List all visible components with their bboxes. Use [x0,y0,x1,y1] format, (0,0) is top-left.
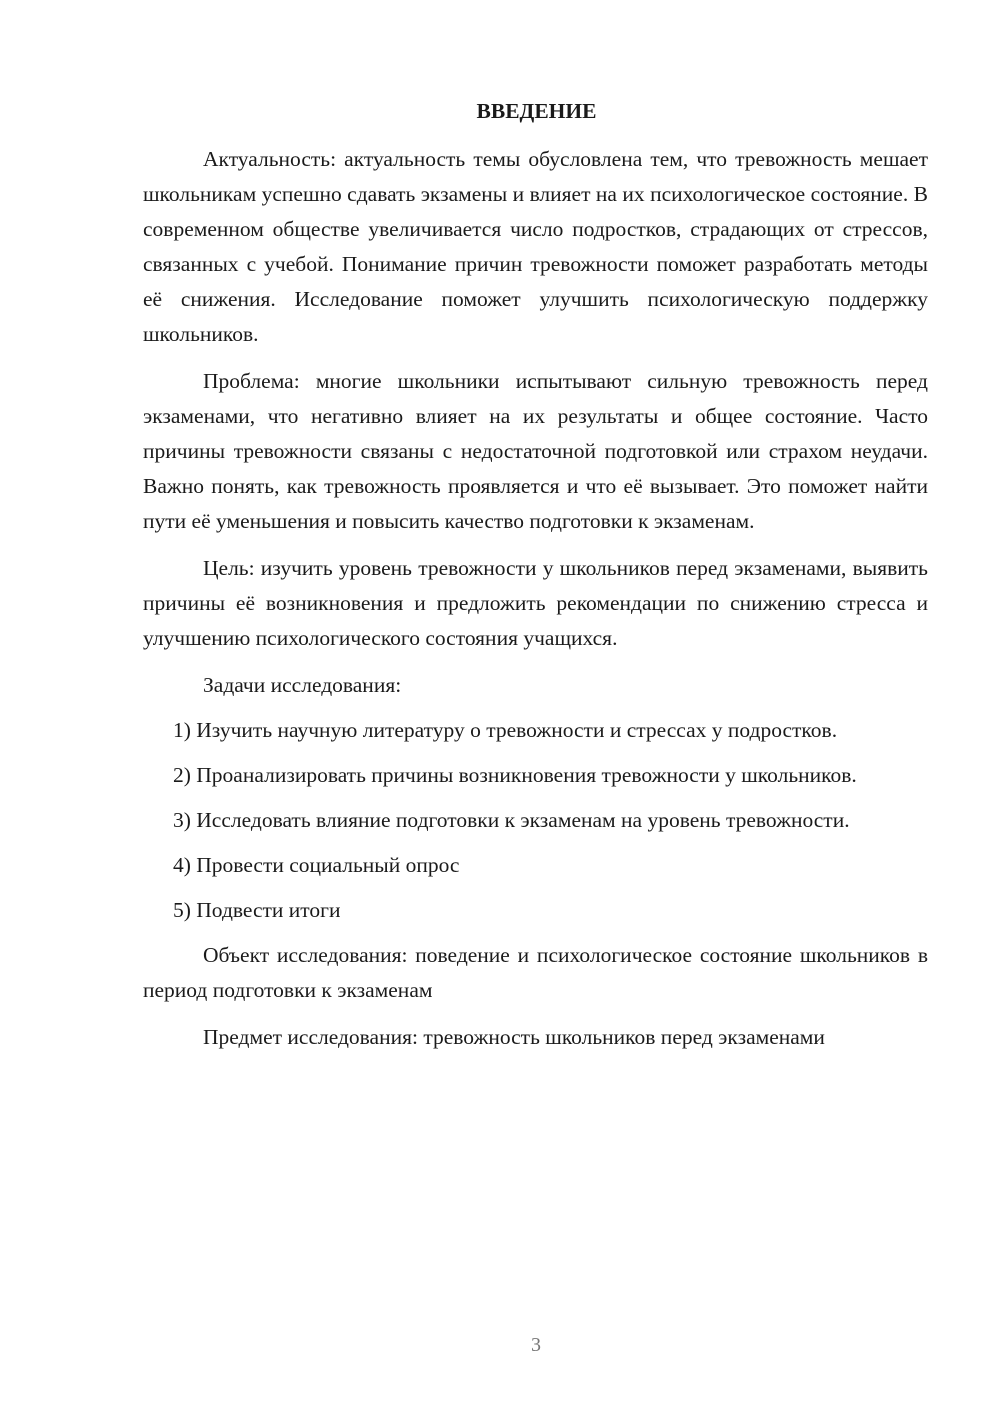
task-item: 5) Подвести итоги [173,898,341,922]
task-item: 2) Проанализировать причины возникновения тревожности у школьников. [173,763,857,787]
goal-paragraph: Цель: изучить уровень тревожности у школьников перед экзаменами, выявить причины её возникновения и предложить рекомендации по снижению стресса и улучшению психологического состояния учащихся. [143,556,928,650]
tasks-heading: Задачи исследования: [203,673,402,697]
problem-paragraph: Проблема: многие школьники испытывают сильную тревожность перед экзаменами, что негативно влияет на их результаты и общее состояние. Часто причины тревожности связаны с недостаточной подготовкой или страхом неудачи. Важно понять, как тревожность проявляется и что её вызывает. Это поможет найти пути её уменьшения и повысить качество подготовки к экзаменам. [143,369,928,533]
section-title: ВВЕДЕНИЕ [476,99,597,123]
subject-paragraph: Предмет исследования: тревожность школьников перед экзаменами [203,1025,825,1049]
task-item: 3) Исследовать влияние подготовки к экзаменам на уровень тревожности. [173,808,850,832]
object-paragraph: Объект исследования: поведение и психологическое состояние школьников в период подготовки к экзаменам [143,943,928,1002]
task-item: 1) Изучить научную литературу о тревожности и стрессах у подростков. [173,718,838,742]
page-content [143,96,928,1067]
page-number: 3 [531,1334,541,1356]
relevance-paragraph: Актуальность: актуальность темы обусловлена тем, что тревожность мешает школьникам успешно сдавать экзамены и влияет на их психологическое состояние. В современном обществе увеличивается число подростков, страдающих от стрессов, связанных с учебой. Понимание причин тревожности поможет разработать методы её снижения. Исследование поможет улучшить психологическую поддержку школьников. [143,147,928,346]
task-item: 4) Провести социальный опрос [173,853,460,877]
